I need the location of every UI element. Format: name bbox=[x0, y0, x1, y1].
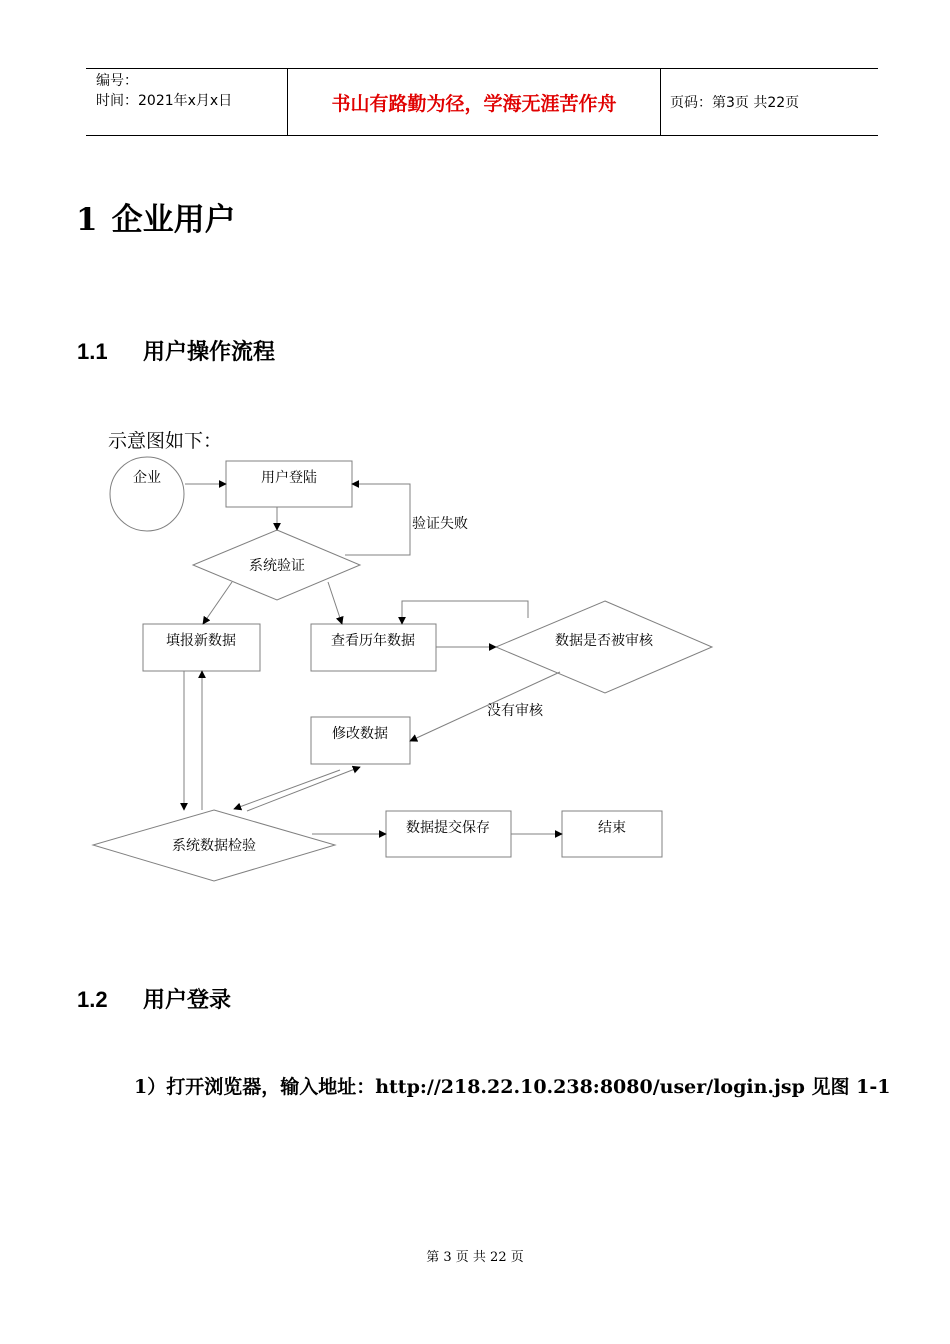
node-check-label: 系统数据检验 bbox=[172, 838, 256, 854]
node-fill-label: 填报新数据 bbox=[166, 633, 236, 649]
edge-not-reviewed-label: 没有审核 bbox=[487, 703, 543, 719]
node-verify-label: 系统验证 bbox=[249, 558, 305, 574]
header-time-label: 时间：2021年x月x日 bbox=[96, 93, 233, 109]
node-login-label: 用户登陆 bbox=[261, 470, 317, 486]
node-history-label: 查看历年数据 bbox=[331, 633, 415, 649]
section-1-1-number: 1.1 bbox=[77, 339, 108, 364]
edge-verify-fill bbox=[203, 582, 232, 624]
node-end-label: 结束 bbox=[598, 820, 626, 836]
edge-verify-fail-login bbox=[345, 484, 410, 555]
header-number-label: 编号： bbox=[96, 73, 138, 89]
node-enterprise-label: 企业 bbox=[133, 470, 161, 486]
page-footer: 第 3 页 共 22 页 bbox=[426, 1250, 524, 1265]
edge-verify-history bbox=[328, 582, 342, 624]
node-reviewed-label: 数据是否被审核 bbox=[555, 633, 653, 649]
section-1-number: 1 bbox=[76, 202, 98, 238]
node-enterprise-shape bbox=[110, 457, 184, 531]
section-1-title: 企业用户 bbox=[111, 202, 236, 238]
header-page-info: 页码：第3页 共22页 bbox=[670, 95, 800, 111]
node-submit-label: 数据提交保存 bbox=[406, 820, 490, 836]
header-slogan: 书山有路勤为径，学海无涯苦作舟 bbox=[287, 69, 661, 135]
section-1-2-title: 用户登录 bbox=[143, 987, 232, 1012]
edge-reviewed-history bbox=[402, 601, 528, 624]
diagram-intro: 示意图如下： bbox=[108, 430, 223, 452]
section-1-2-number: 1.2 bbox=[77, 987, 108, 1012]
section-1-2-heading bbox=[77, 983, 231, 1014]
node-modify-label: 修改数据 bbox=[332, 726, 388, 742]
step-1-text: 1）打开浏览器，输入地址：http://218.22.10.238:8080/user/login.jsp 见图 1-1 bbox=[134, 1076, 891, 1098]
section-1-1-title: 用户操作流程 bbox=[143, 339, 276, 364]
edge-modify-check bbox=[234, 770, 340, 809]
edge-check-modify bbox=[247, 767, 360, 811]
edge-fail-label: 验证失败 bbox=[412, 516, 468, 532]
